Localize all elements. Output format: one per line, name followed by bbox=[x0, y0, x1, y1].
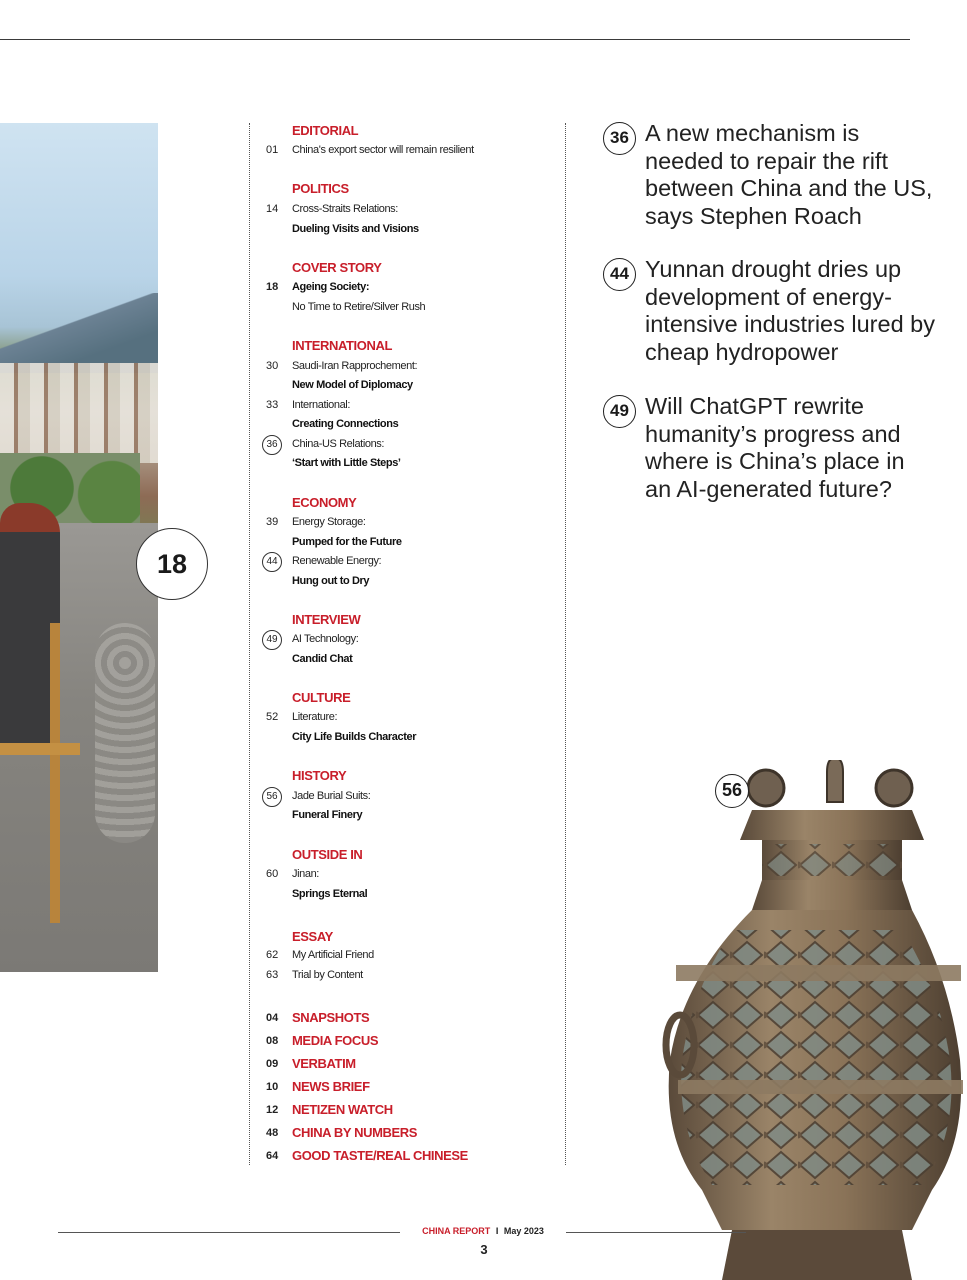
footer-rule-right bbox=[566, 1232, 746, 1233]
highlight-page-circle: 36 bbox=[262, 435, 282, 455]
toc-item-title[interactable]: ‘Start with Little Steps’ bbox=[292, 457, 401, 469]
toc-item-title[interactable]: My Artificial Friend bbox=[292, 949, 374, 961]
toc-item-title[interactable]: New Model of Diplomacy bbox=[292, 379, 413, 391]
highlight-page-circle: 44 bbox=[603, 258, 636, 291]
page-number: 30 bbox=[266, 360, 279, 372]
section-heading-economy: ECONOMY bbox=[292, 495, 357, 510]
department-link[interactable]: SNAPSHOTS bbox=[292, 1010, 370, 1025]
divider-left bbox=[249, 123, 250, 1165]
section-heading-culture: CULTURE bbox=[292, 690, 351, 705]
highlight-page-circle: 44 bbox=[262, 552, 282, 572]
toc-item-title[interactable]: Hung out to Dry bbox=[292, 575, 370, 587]
section-heading-outside-in: OUTSIDE IN bbox=[292, 847, 363, 862]
toc-item-kicker: Renewable Energy: bbox=[292, 555, 382, 567]
department-link[interactable]: CHINA BY NUMBERS bbox=[292, 1125, 418, 1140]
page-number: 12 bbox=[266, 1104, 279, 1116]
page-number: 10 bbox=[266, 1081, 279, 1093]
highlight-page-circle: 36 bbox=[603, 122, 636, 155]
toc-item-title[interactable]: No Time to Retire/Silver Rush bbox=[292, 301, 426, 313]
toc-item-title[interactable]: Funeral Finery bbox=[292, 809, 363, 821]
page-number: 18 bbox=[266, 281, 279, 293]
footer-separator: I bbox=[495, 1226, 499, 1236]
cover-page-badge[interactable]: 18 bbox=[136, 528, 208, 600]
page-number: 39 bbox=[266, 516, 279, 528]
toc-item-title[interactable]: City Life Builds Character bbox=[292, 731, 417, 743]
page-number: 33 bbox=[266, 399, 279, 411]
highlight-page-circle: 56 bbox=[262, 787, 282, 807]
highlight-text: Yunnan drought dries up development of energy-intensive industries lured by cheap hydropower bbox=[645, 256, 935, 365]
bronze-vase-photo bbox=[662, 760, 967, 1280]
department-link[interactable]: NEWS BRIEF bbox=[292, 1079, 370, 1094]
highlight-text: Will ChatGPT rewrite humanity’s progress and where is China’s place in an AI-generated future? bbox=[645, 393, 905, 502]
section-heading-essay: ESSAY bbox=[292, 929, 333, 944]
cover-story-photo bbox=[0, 123, 158, 972]
page-number: 14 bbox=[266, 203, 279, 215]
highlight-page-circle: 49 bbox=[262, 630, 282, 650]
highlight-text: A new mechanism is needed to repair the rift between China and the US, says Stephen Roach bbox=[645, 120, 933, 229]
section-heading-interview: INTERVIEW bbox=[292, 612, 361, 627]
page-number: 62 bbox=[266, 949, 279, 961]
history-page-badge[interactable]: 56 bbox=[715, 774, 749, 808]
page-number: 64 bbox=[266, 1150, 279, 1162]
highlight-page-circle: 49 bbox=[603, 395, 636, 428]
page-number: 04 bbox=[266, 1012, 279, 1024]
magazine-name: CHINA REPORT bbox=[422, 1226, 491, 1236]
toc-item-kicker: China-US Relations: bbox=[292, 438, 385, 450]
section-heading-editorial: EDITORIAL bbox=[292, 123, 359, 138]
department-link[interactable]: NETIZEN WATCH bbox=[292, 1102, 393, 1117]
footer-rule-left bbox=[58, 1232, 400, 1233]
toc-item-title[interactable]: Trial by Content bbox=[292, 969, 363, 981]
toc-item-kicker: Ageing Society: bbox=[292, 281, 370, 293]
toc-item-kicker: Cross-Straits Relations: bbox=[292, 203, 398, 215]
toc-item-title[interactable]: China's export sector will remain resilient bbox=[292, 144, 474, 156]
footer bbox=[400, 1226, 566, 1236]
toc-item-title[interactable]: Creating Connections bbox=[292, 418, 399, 430]
department-link[interactable]: VERBATIM bbox=[292, 1056, 356, 1071]
page-number: 60 bbox=[266, 868, 279, 880]
section-heading-history: HISTORY bbox=[292, 768, 347, 783]
toc-item-kicker: Jinan: bbox=[292, 868, 319, 880]
page-number-footer: 3 bbox=[480, 1242, 488, 1257]
section-heading-international: INTERNATIONAL bbox=[292, 338, 392, 353]
toc-item-kicker: Energy Storage: bbox=[292, 516, 366, 528]
toc-item-kicker: Literature: bbox=[292, 711, 338, 723]
section-heading-politics: POLITICS bbox=[292, 181, 349, 196]
toc-item-kicker: International: bbox=[292, 399, 350, 411]
page-number: 63 bbox=[266, 969, 279, 981]
department-link[interactable]: MEDIA FOCUS bbox=[292, 1033, 379, 1048]
toc-item-title[interactable]: Candid Chat bbox=[292, 653, 353, 665]
divider-right bbox=[565, 123, 566, 1165]
page-number: 08 bbox=[266, 1035, 279, 1047]
toc-item-title[interactable]: Springs Eternal bbox=[292, 888, 368, 900]
page-number: 48 bbox=[266, 1127, 279, 1139]
toc-item-title[interactable]: Pumped for the Future bbox=[292, 536, 402, 548]
toc-item-kicker: Jade Burial Suits: bbox=[292, 790, 371, 802]
top-rule bbox=[0, 39, 910, 40]
page-number: 01 bbox=[266, 144, 279, 156]
page-number: 52 bbox=[266, 711, 279, 723]
issue-date: May 2023 bbox=[503, 1226, 544, 1236]
toc-item-kicker: AI Technology: bbox=[292, 633, 359, 645]
department-link[interactable]: GOOD TASTE/REAL CHINESE bbox=[292, 1148, 468, 1163]
toc-item-kicker: Saudi-Iran Rapprochement: bbox=[292, 360, 418, 372]
section-heading-cover-story: COVER STORY bbox=[292, 260, 382, 275]
toc-item-title[interactable]: Dueling Visits and Visions bbox=[292, 223, 419, 235]
page-number: 09 bbox=[266, 1058, 279, 1070]
